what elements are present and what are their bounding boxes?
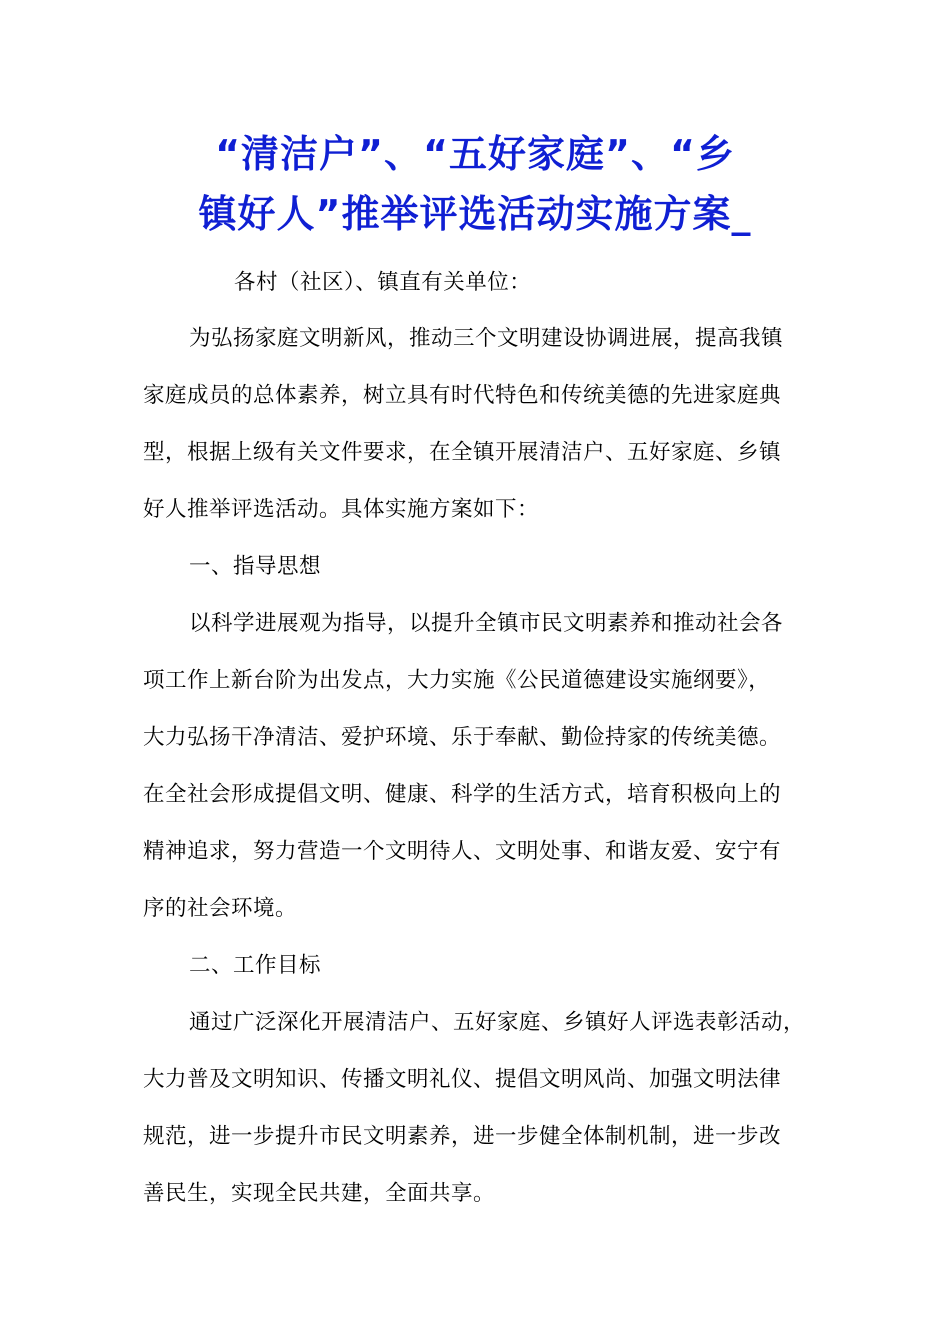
paragraph-line: 为弘扬家庭文明新风，推动三个文明建设协调进展，提高我镇 xyxy=(189,326,784,351)
paragraph-line: 项工作上新台阶为出发点，大力实施《公民道德建设实施纲要》， xyxy=(143,668,771,693)
document-title-line-2: 镇好人”推举评选活动实施方案_ xyxy=(198,192,752,236)
paragraph-line: 善民生，实现全民共建，全面共享。 xyxy=(143,1181,496,1206)
paragraph-line: 型，根据上级有关文件要求，在全镇开展清洁户、五好家庭、乡镇 xyxy=(143,440,782,465)
section-heading: 二、工作目标 xyxy=(189,953,322,978)
document-title-line-1: “清洁户”、“五好家庭”、“乡 xyxy=(215,132,735,176)
paragraph-line: 通过广泛深化开展清洁户、五好家庭、乡镇好人评选表彰活动， xyxy=(189,1010,806,1035)
paragraph-line: 在全社会形成提倡文明、健康、科学的生活方式，培育积极向上的 xyxy=(143,782,782,807)
salutation: 各村（社区）、镇直有关单位： xyxy=(234,270,532,295)
paragraph-line: 精神追求，努力营造一个文明待人、文明处事、和谐友爱、安宁有 xyxy=(143,839,782,864)
section-heading: 一、指导思想 xyxy=(189,554,322,579)
paragraph-line: 规范，进一步提升市民文明素养，进一步健全体制机制，进一步改 xyxy=(143,1124,782,1149)
paragraph-line: 大力普及文明知识、传播文明礼仪、提倡文明风尚、加强文明法律 xyxy=(143,1067,782,1092)
paragraph-line: 大力弘扬干净清洁、爱护环境、乐于奉献、勤俭持家的传统美德。 xyxy=(143,725,782,750)
paragraph-line: 好人推举评选活动。具体实施方案如下： xyxy=(143,497,540,522)
paragraph-line: 家庭成员的总体素养，树立具有时代特色和传统美德的先进家庭典 xyxy=(143,383,782,408)
paragraph-line: 以科学进展观为指导，以提升全镇市民文明素养和推动社会各 xyxy=(189,611,784,636)
paragraph-line: 序的社会环境。 xyxy=(143,896,298,921)
